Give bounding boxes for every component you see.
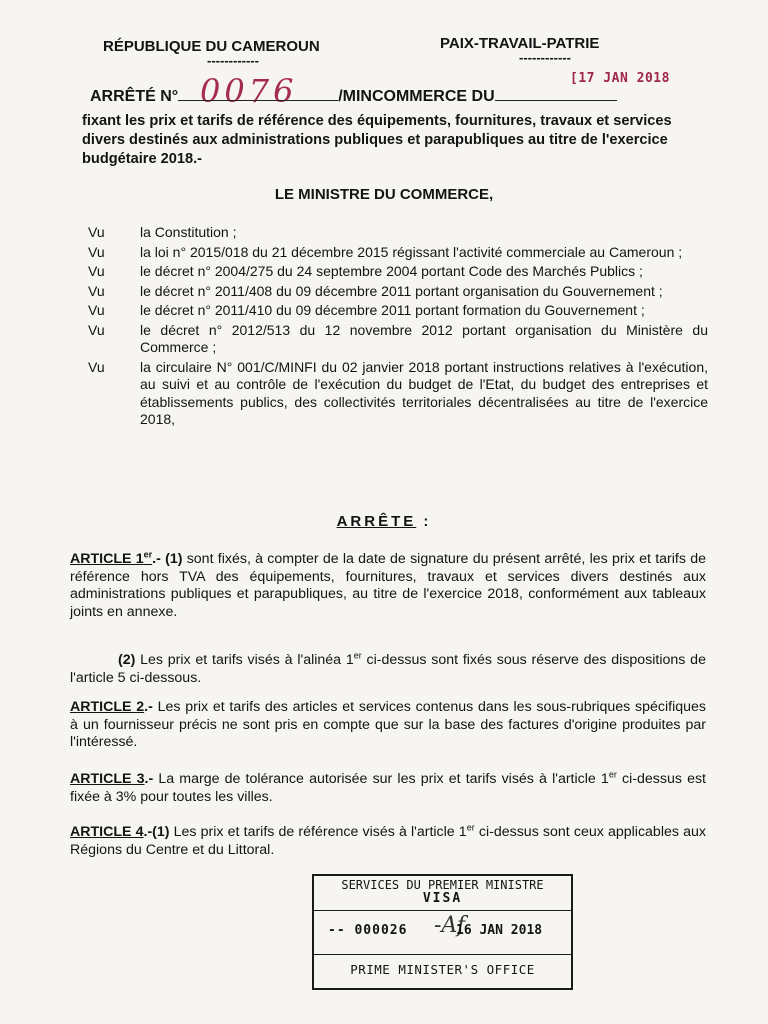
article-sup: er <box>608 769 617 780</box>
date-stamp: [17 JAN 2018 <box>570 71 670 86</box>
vu-item <box>88 263 708 281</box>
paragraph-sup: er <box>353 650 362 661</box>
article-sup: er <box>466 822 475 833</box>
article-dot: .- <box>144 771 154 787</box>
number-blank <box>178 100 338 101</box>
motto-header <box>440 35 650 65</box>
vu-label: Vu <box>88 263 105 279</box>
vu-text: la Constitution ; <box>140 224 237 240</box>
article-num: (1) <box>152 824 170 840</box>
visa-signature: -Af <box>434 913 466 938</box>
motto-dashes: ------------ <box>519 50 571 65</box>
article-3 <box>70 771 706 806</box>
vu-label: Vu <box>88 243 105 260</box>
arrete-number-line <box>90 88 690 106</box>
visa-stamp-number-row <box>314 911 571 955</box>
article-dot: .- <box>144 699 153 715</box>
vu-text: le décret n° 2004/275 du 24 septembre 2004 portant Code des Marchés Publics ; <box>140 263 643 279</box>
vu-list <box>88 224 708 431</box>
article-label: ARTICLE 4 <box>70 824 144 840</box>
vu-label: Vu <box>88 321 105 338</box>
article-text-before: La marge de tolérance autorisée sur les prix et tarifs visés à l'article 1 <box>158 771 609 787</box>
vu-item <box>88 302 708 320</box>
vu-item <box>88 322 708 357</box>
vu-text: le décret n° 2012/513 du 12 novembre 2012 portant organisation du Ministère du Commerce ; <box>140 321 708 355</box>
vu-text: la loi n° 2015/018 du 21 décembre 2015 régissant l'activité commerciale au Cameroun ; <box>140 243 683 260</box>
handwritten-number: 0076 <box>200 72 298 110</box>
vu-item <box>88 283 708 301</box>
article-2 <box>70 699 706 752</box>
arrete-heading <box>0 513 768 530</box>
visa-stamp <box>312 874 573 990</box>
article-label-text: ARTICLE 1 <box>70 551 144 567</box>
article-1-paragraph-2 <box>70 652 706 687</box>
vu-label: Vu <box>88 358 105 375</box>
date-blank <box>495 100 617 101</box>
vu-label: Vu <box>88 282 105 299</box>
article-text-after: ci-dessus est fixée à 3% pour toutes les villes. <box>70 771 706 805</box>
article-text-before: Les prix et tarifs de référence visés à l'article 1 <box>173 824 467 840</box>
visa-stamp-header <box>314 876 571 911</box>
paragraph-text-before: Les prix et tarifs visés à l'alinéa 1 <box>140 652 354 668</box>
arrete-prefix: ARRÊTÉ N° <box>90 88 179 105</box>
visa-stamp-footer: PRIME MINISTER'S OFFICE <box>350 962 535 977</box>
vu-item <box>88 224 708 242</box>
article-num: (1) <box>165 551 183 567</box>
vu-item <box>88 244 708 262</box>
visa-label: VISA <box>422 891 463 906</box>
motto: PAIX-TRAVAIL-PATRIE <box>440 35 600 52</box>
visa-number: -- 000026 <box>328 923 408 938</box>
article-label <box>70 551 152 567</box>
article-label-sup: er <box>143 549 153 560</box>
article-label: ARTICLE 3 <box>70 771 145 787</box>
visa-office-name: SERVICES DU PREMIER MINISTRE <box>341 878 544 892</box>
article-dot: .- <box>152 551 161 567</box>
republic-name: RÉPUBLIQUE DU CAMEROUN <box>103 38 320 55</box>
vu-label: Vu <box>88 224 105 240</box>
arrete-word: ARRÊTE <box>336 513 417 530</box>
arrete-colon: : <box>423 513 432 530</box>
paragraph-text-after: ci-dessus sont fixés sous réserve des dispositions de l'article 5 ci-dessous. <box>70 652 706 686</box>
article-dot: .- <box>143 824 153 840</box>
vu-text: la circulaire N° 001/C/MINFI du 02 janvier 2018 portant instructions relatives à l'exécution, au suivi et au contrôle de l'exécution du budget de l'Etat, du budget des entreprises et établissements publics, des collectivités territoriales décentralisées au titre de l'exercice 2018, <box>140 358 708 427</box>
article-4 <box>70 824 706 859</box>
vu-text: le décret n° 2011/410 du 09 décembre 2011 portant formation du Gouvernement ; <box>140 302 645 318</box>
article-text-after: ci-dessus sont ceux applicables aux Régions du Centre et du Littoral. <box>70 824 706 858</box>
minister-heading: LE MINISTRE DU COMMERCE, <box>274 186 494 203</box>
paragraph-num: (2) <box>118 652 136 668</box>
article-1 <box>70 551 706 621</box>
vu-label: Vu <box>88 302 105 318</box>
arrete-middle: /MINCOMMERCE DU <box>338 88 495 105</box>
decree-title: fixant les prix et tarifs de référence des équipements, fournitures, travaux et services divers destinés aux administrations publiques et parapubliques au titre de l'exercice budgétaire 2018.- <box>82 113 672 167</box>
vu-item <box>88 359 708 429</box>
article-text: sont fixés, à compter de la date de signature du présent arrêté, les prix et tarifs de référence hors TVA des équipements, fournitures, travaux et services divers destinés aux administrations publiques et parapubliques, au titre de l'exercice 2018, conformément aux tableaux joints en annexe. <box>70 551 706 620</box>
republic-dashes: ------------ <box>207 53 259 68</box>
article-label: ARTICLE 2 <box>70 699 145 715</box>
republic-header <box>103 38 363 68</box>
article-text: Les prix et tarifs des articles et services contenus dans les sous-rubriques spécifiques à un fournisseur précis ne sont pris en compte que sur la base des factures d'origine produites par l'intéressé. <box>70 699 707 750</box>
vu-text: le décret n° 2011/408 du 09 décembre 2011 portant organisation du Gouvernement ; <box>140 282 663 299</box>
visa-date: 16 JAN 2018 <box>456 923 543 938</box>
